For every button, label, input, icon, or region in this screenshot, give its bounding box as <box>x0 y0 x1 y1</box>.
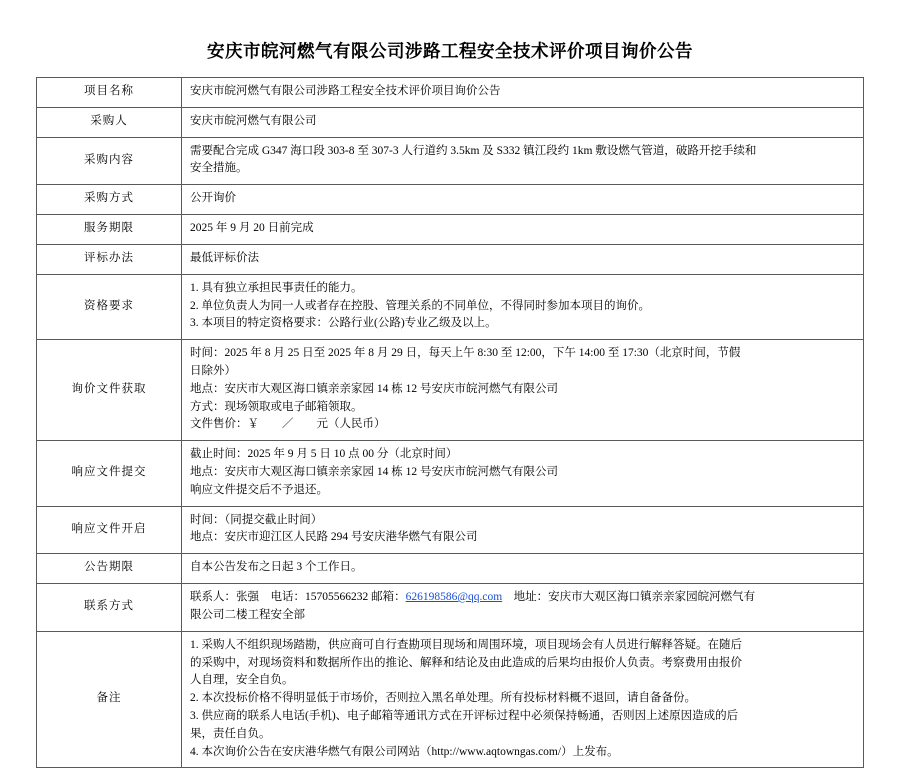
table-row <box>37 107 864 137</box>
text-line: 需要配合完成 G347 海口段 303-8 至 307-3 人行道约 3.5km 及 S332 镇江段约 1km 敷设燃气管道，破路开挖手续和 <box>190 144 757 157</box>
text-line: 地点：安庆市大观区海口镇亲亲家园 14 栋 12 号安庆市皖河燃气有限公司 <box>190 466 558 478</box>
text-line: 3. 本项目的特定资格要求：公路行业(公路)专业乙级及以上。 <box>190 317 497 330</box>
text-line: 2. 单位负责人为同一人或者存在控股、管理关系的不同单位，不得同时参加本项目的询价。 <box>190 299 650 312</box>
text-line: 截止时间：2025 年 9 月 5 日 10 点 00 分（北京时间） <box>190 448 458 461</box>
text-line: 1. 采购人不组织现场踏勘，供应商可自行查勘项目现场和周围环境，项目现场会有人员进行解释答疑。在随后 <box>190 638 742 651</box>
table-body <box>37 78 864 768</box>
table-row <box>37 244 864 274</box>
row-value-document-acquisition <box>182 340 864 441</box>
text-line: 2. 本次投标价格不得明显低于市场价，否则拉入黑名单处理。所有投标材料概不退回，请自备备份。 <box>190 692 696 705</box>
row-label-evaluation-method: 评标办法 <box>37 244 182 274</box>
table-row <box>37 506 864 554</box>
table-row <box>37 441 864 506</box>
table-row <box>37 554 864 584</box>
text-line: 最低评标价法 <box>190 251 259 264</box>
table-row <box>37 185 864 215</box>
announcement-table <box>36 77 864 768</box>
row-label-purchase-method: 采购方式 <box>37 185 182 215</box>
table-row <box>37 631 864 768</box>
row-value-announcement-period <box>182 554 864 584</box>
text-line: 3. 供应商的联系人电话(手机)、电子邮箱等通讯方式在开评标过程中必须保持畅通，否则因上述原因造成的后 <box>190 709 739 722</box>
row-value-evaluation-method <box>182 244 864 274</box>
text-line: 果，责任自负。 <box>190 727 271 740</box>
row-value-remarks <box>182 631 864 768</box>
row-value-response-opening <box>182 506 864 554</box>
contact-prefix: 联系人：张强 电话：15705566232 邮箱： <box>190 591 406 604</box>
text-line: 文件售价：￥ ／ 元（人民币） <box>190 418 386 431</box>
text-line: 时间：（同提交截止时间） <box>190 513 323 526</box>
row-label-qualification: 资格要求 <box>37 274 182 339</box>
row-label-document-acquisition: 询价文件获取 <box>37 340 182 441</box>
text-line: 安全措施。 <box>190 162 248 175</box>
contact-line <box>190 589 855 607</box>
contact-suffix: 地址：安庆市大观区海口镇亲亲家园皖河燃气有 <box>502 591 756 604</box>
row-label-purchase-content: 采购内容 <box>37 137 182 185</box>
row-label-response-submission: 响应文件提交 <box>37 441 182 506</box>
text-line: 时间：2025 年 8 月 25 日至 2025 年 8 月 29 日，每天上午 8:30 至 12:00，下午 14:00 至 17:30（北京时间，节假 <box>190 347 741 360</box>
row-value-purchase-method <box>182 185 864 215</box>
table-row <box>37 340 864 441</box>
text-line: 响应文件提交后不予退还。 <box>190 483 328 496</box>
text-line: 地点：安庆市大观区海口镇亲亲家园 14 栋 12 号安庆市皖河燃气有限公司 <box>190 382 558 395</box>
text-line: 的采购中，对现场资料和数据所作出的推论、解释和结论及由此造成的后果均由报价人负责。考察费用由报价 <box>190 656 742 669</box>
text-line: 4. 本次询价公告在安庆港华燃气有限公司网站（http://www.aqtowngas.com/）上发布。 <box>190 745 619 758</box>
table-row <box>37 274 864 339</box>
table-row <box>37 78 864 108</box>
row-value-service-period <box>182 215 864 245</box>
row-label-remarks: 备注 <box>37 631 182 768</box>
text-line: 自本公告发布之日起 3 个工作日。 <box>190 561 363 574</box>
row-label-purchaser: 采购人 <box>37 107 182 137</box>
text-line: 日除外） <box>190 364 236 377</box>
text-line: 公开询价 <box>190 192 236 205</box>
text-line: 2025 年 9 月 20 日前完成 <box>190 222 314 235</box>
row-value-response-submission <box>182 441 864 506</box>
row-value-qualification <box>182 274 864 339</box>
row-value-purchaser <box>182 107 864 137</box>
row-label-project-name: 项目名称 <box>37 78 182 108</box>
page-title: 安庆市皖河燃气有限公司涉路工程安全技术评价项目询价公告 <box>207 41 693 61</box>
text-line: 安庆市皖河燃气有限公司 <box>190 114 317 127</box>
table-row <box>37 137 864 185</box>
row-label-response-opening: 响应文件开启 <box>37 506 182 554</box>
email-link[interactable]: 626198586@qq.com <box>405 591 503 604</box>
row-label-contact: 联系方式 <box>37 584 182 632</box>
row-value-project-name <box>182 78 864 108</box>
text-line: 人自理，安全自负。 <box>190 674 294 687</box>
row-value-contact <box>182 584 864 632</box>
text-line: 限公司二楼工程安全部 <box>190 608 305 621</box>
row-label-announcement-period: 公告期限 <box>37 554 182 584</box>
table-row <box>37 215 864 245</box>
text-line: 方式：现场领取或电子邮箱领取。 <box>190 400 363 413</box>
text-line: 安庆市皖河燃气有限公司涉路工程安全技术评价项目询价公告 <box>190 85 501 97</box>
text-line: 1. 具有独立承担民事责任的能力。 <box>190 281 363 294</box>
text-line: 地点：安庆市迎江区人民路 294 号安庆港华燃气有限公司 <box>190 531 478 544</box>
row-value-purchase-content <box>182 137 864 185</box>
row-label-service-period: 服务期限 <box>37 215 182 245</box>
table-row <box>37 584 864 632</box>
